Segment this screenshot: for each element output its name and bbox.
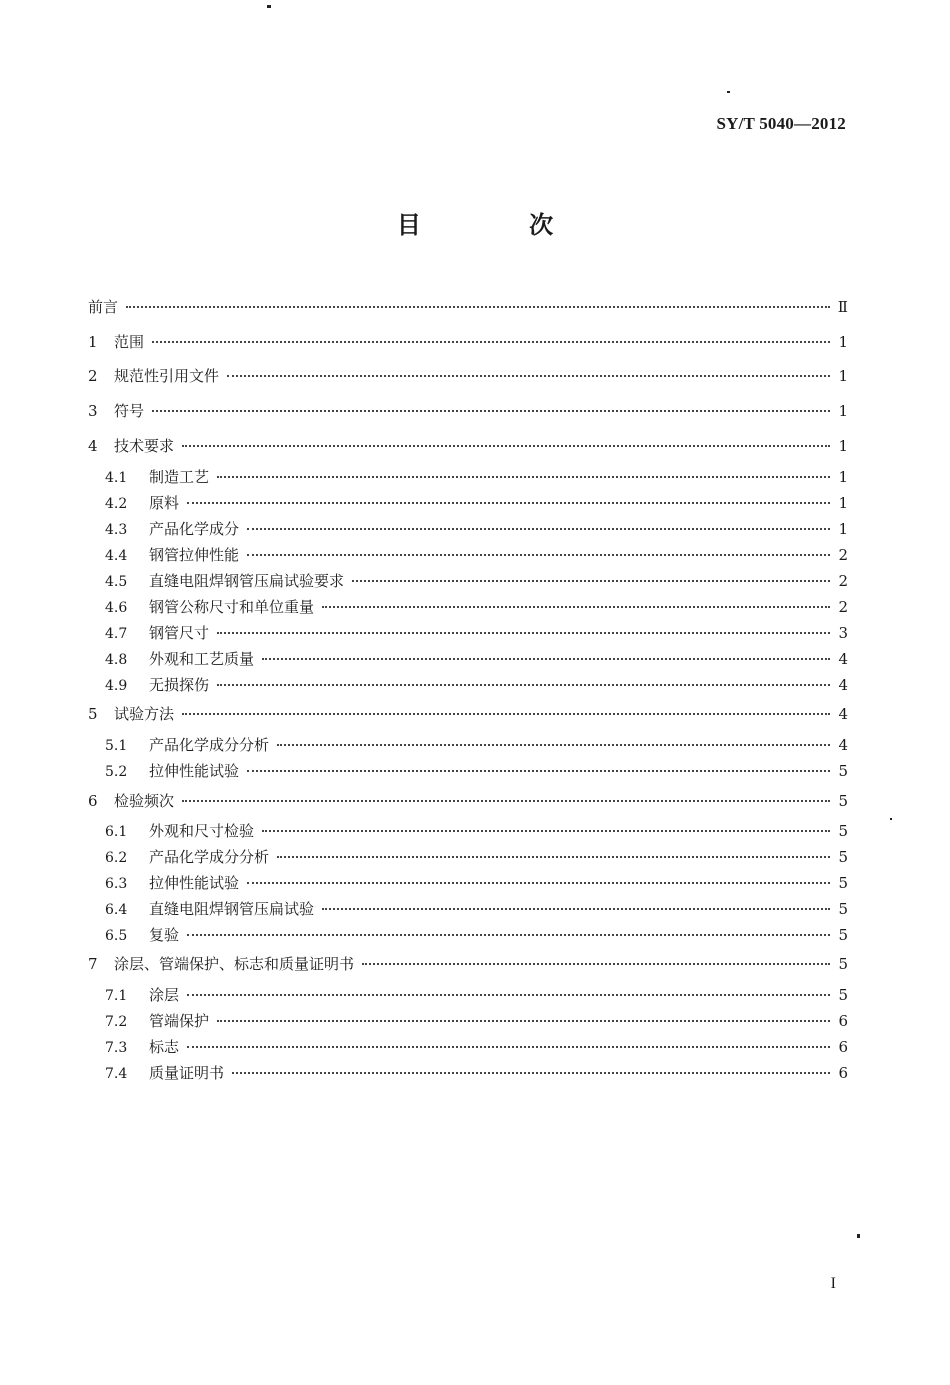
toc-section-number: 6.1: [105, 824, 128, 840]
toc-section-title: 钢管拉伸性能: [149, 546, 240, 564]
toc-section-title: 范围: [114, 333, 145, 351]
toc-section-title: 产品化学成分: [149, 520, 240, 538]
dot-leader: [247, 881, 830, 884]
toc-section-number: 4.3: [105, 522, 128, 538]
page-number: I: [830, 1275, 836, 1292]
toc-page-number: 1: [838, 333, 848, 351]
toc-entry[interactable]: [88, 330, 848, 354]
toc-page-number: 4: [838, 736, 848, 754]
toc-page-number: 1: [838, 367, 848, 385]
toc-section-number: 6.4: [105, 902, 128, 918]
toc-entry[interactable]: [88, 543, 848, 567]
toc-entry[interactable]: [88, 702, 848, 726]
toc-section-number: 6.3: [105, 876, 128, 892]
toc-section-title: 前言: [88, 298, 119, 316]
toc-page-number: 2: [838, 546, 848, 564]
toc-entry[interactable]: [88, 845, 848, 869]
toc-section-number: 4.7: [105, 626, 128, 642]
toc-entry[interactable]: [88, 1009, 848, 1033]
toc-section-title: 拉伸性能试验: [149, 762, 240, 780]
toc-section-title: 试验方法: [114, 705, 175, 723]
dot-leader: [362, 962, 830, 965]
dot-leader: [277, 743, 830, 746]
dot-leader: [262, 657, 830, 660]
toc-section-title: 直缝电阻焊钢管压扁试验要求: [149, 572, 345, 590]
toc-section-title: 无损探伤: [149, 676, 210, 694]
toc-page-number: 2: [838, 598, 848, 616]
toc-section-title: 产品化学成分分析: [149, 736, 270, 754]
dot-leader: [217, 683, 830, 686]
dot-leader: [217, 1019, 830, 1022]
toc-entry[interactable]: [88, 789, 848, 813]
toc-page-number: 5: [838, 955, 848, 973]
toc-section-title: 检验频次: [114, 792, 175, 810]
toc-entry[interactable]: [88, 364, 848, 388]
toc-page-number: 6: [838, 1012, 848, 1030]
toc-section-number: 4.9: [105, 678, 128, 694]
toc-page-number: 5: [838, 792, 848, 810]
toc-section-number: 7.1: [105, 988, 128, 1004]
toc-entry[interactable]: [88, 569, 848, 593]
dot-leader: [352, 579, 830, 582]
toc-section-title: 外观和工艺质量: [149, 650, 255, 668]
toc-section-number: 5.1: [105, 738, 128, 754]
toc-entry[interactable]: [88, 952, 848, 976]
dot-leader: [187, 993, 830, 996]
dot-leader: [152, 409, 830, 412]
scan-speck: [267, 5, 271, 8]
toc-page-number: 5: [838, 986, 848, 1004]
dot-leader: [277, 855, 830, 858]
toc-section-title: 涂层、管端保护、标志和质量证明书: [114, 955, 355, 973]
standard-code: SY/T 5040—2012: [716, 114, 846, 133]
toc-section-number: 4.8: [105, 652, 128, 668]
toc-section-number: 5.2: [105, 764, 128, 780]
toc-entry[interactable]: [88, 819, 848, 843]
toc-section-number: 4.5: [105, 574, 128, 590]
toc-section-title: 产品化学成分分析: [149, 848, 270, 866]
toc-section-number: 5: [88, 705, 98, 723]
toc-section-number: 2: [88, 367, 98, 385]
toc-page-number: 2: [838, 572, 848, 590]
dot-leader: [182, 799, 830, 802]
toc-page-number: Ⅱ: [837, 298, 848, 316]
dot-leader: [217, 631, 830, 634]
toc-section-number: 7.4: [105, 1066, 128, 1082]
toc-entry[interactable]: [88, 923, 848, 947]
toc-section-number: 6.5: [105, 928, 128, 944]
toc-page-number: 5: [838, 762, 848, 780]
toc-page-number: 1: [838, 437, 848, 455]
toc-entry[interactable]: [88, 733, 848, 757]
toc-page-number: 1: [838, 520, 848, 538]
toc-entry[interactable]: [88, 465, 848, 489]
toc-section-number: 4.1: [105, 470, 128, 486]
toc-section-number: 6.2: [105, 850, 128, 866]
toc-page-number: 5: [838, 874, 848, 892]
dot-leader: [217, 475, 830, 478]
toc-page-number: 6: [838, 1038, 848, 1056]
page-title: 目 次: [396, 211, 604, 239]
toc-section-title: 直缝电阻焊钢管压扁试验: [149, 900, 315, 918]
dot-leader: [182, 712, 830, 715]
toc-section-title: 外观和尺寸检验: [149, 822, 255, 840]
toc-section-title: 制造工艺: [149, 468, 210, 486]
toc-page-number: 3: [838, 624, 848, 642]
toc-entry[interactable]: [88, 491, 848, 515]
toc-section-number: 7: [88, 955, 98, 973]
toc-section-number: 4.4: [105, 548, 128, 564]
toc-entry[interactable]: [88, 759, 848, 783]
dot-leader: [247, 527, 830, 530]
toc-entry[interactable]: [88, 983, 848, 1007]
toc-entry[interactable]: [88, 621, 848, 645]
toc-page-number: 5: [838, 926, 848, 944]
dot-leader: [182, 444, 830, 447]
toc-section-title: 标志: [149, 1038, 180, 1056]
toc-page-number: 5: [838, 900, 848, 918]
toc-entry[interactable]: [88, 1035, 848, 1059]
scan-speck: [727, 91, 730, 93]
dot-leader: [187, 933, 830, 936]
dot-leader: [247, 769, 830, 772]
toc-page-number: 4: [838, 676, 848, 694]
toc-section-title: 复验: [149, 926, 180, 944]
toc-section-number: 4: [88, 437, 98, 455]
toc-section-number: 7.2: [105, 1014, 128, 1030]
toc-section-number: 3: [88, 402, 98, 420]
toc-page-number: 1: [838, 468, 848, 486]
dot-leader: [187, 1045, 830, 1048]
toc-section-title: 技术要求: [114, 437, 175, 455]
toc-entry[interactable]: [88, 517, 848, 541]
toc-section-title: 质量证明书: [149, 1064, 225, 1082]
toc-section-title: 拉伸性能试验: [149, 874, 240, 892]
toc-section-number: 6: [88, 792, 98, 810]
scan-speck: [857, 1234, 860, 1238]
dot-leader: [322, 907, 830, 910]
toc-page-number: 4: [838, 650, 848, 668]
toc-entry[interactable]: [88, 673, 848, 697]
toc-section-title: 涂层: [149, 986, 180, 1004]
toc-entry[interactable]: [88, 295, 848, 319]
toc-section-number: 4.2: [105, 496, 128, 512]
toc-section-title: 符号: [114, 402, 145, 420]
toc-entry[interactable]: [88, 897, 848, 921]
toc-entry[interactable]: [88, 434, 848, 458]
toc-section-title: 钢管尺寸: [149, 624, 210, 642]
toc-section-title: 原料: [149, 494, 180, 512]
toc-entry[interactable]: [88, 399, 848, 423]
dot-leader: [187, 501, 830, 504]
toc-entry[interactable]: [88, 595, 848, 619]
dot-leader: [126, 305, 830, 308]
dot-leader: [227, 374, 830, 377]
dot-leader: [322, 605, 830, 608]
toc-entry[interactable]: [88, 647, 848, 671]
scan-speck: [890, 818, 892, 820]
toc-section-number: 7.3: [105, 1040, 128, 1056]
dot-leader: [262, 829, 830, 832]
toc-section-number: 4.6: [105, 600, 128, 616]
toc-section-number: 1: [88, 333, 98, 351]
dot-leader: [247, 553, 830, 556]
toc-page-number: 6: [838, 1064, 848, 1082]
toc-entry[interactable]: [88, 1061, 848, 1085]
toc-page-number: 4: [838, 705, 848, 723]
toc-page-number: 5: [838, 848, 848, 866]
toc-page-number: 1: [838, 494, 848, 512]
toc-page-number: 1: [838, 402, 848, 420]
toc-page-number: 5: [838, 822, 848, 840]
toc-section-title: 管端保护: [149, 1012, 210, 1030]
toc-section-title: 规范性引用文件: [114, 367, 220, 385]
toc-entry[interactable]: [88, 871, 848, 895]
dot-leader: [232, 1071, 830, 1074]
dot-leader: [152, 340, 830, 343]
toc-section-title: 钢管公称尺寸和单位重量: [149, 598, 315, 616]
